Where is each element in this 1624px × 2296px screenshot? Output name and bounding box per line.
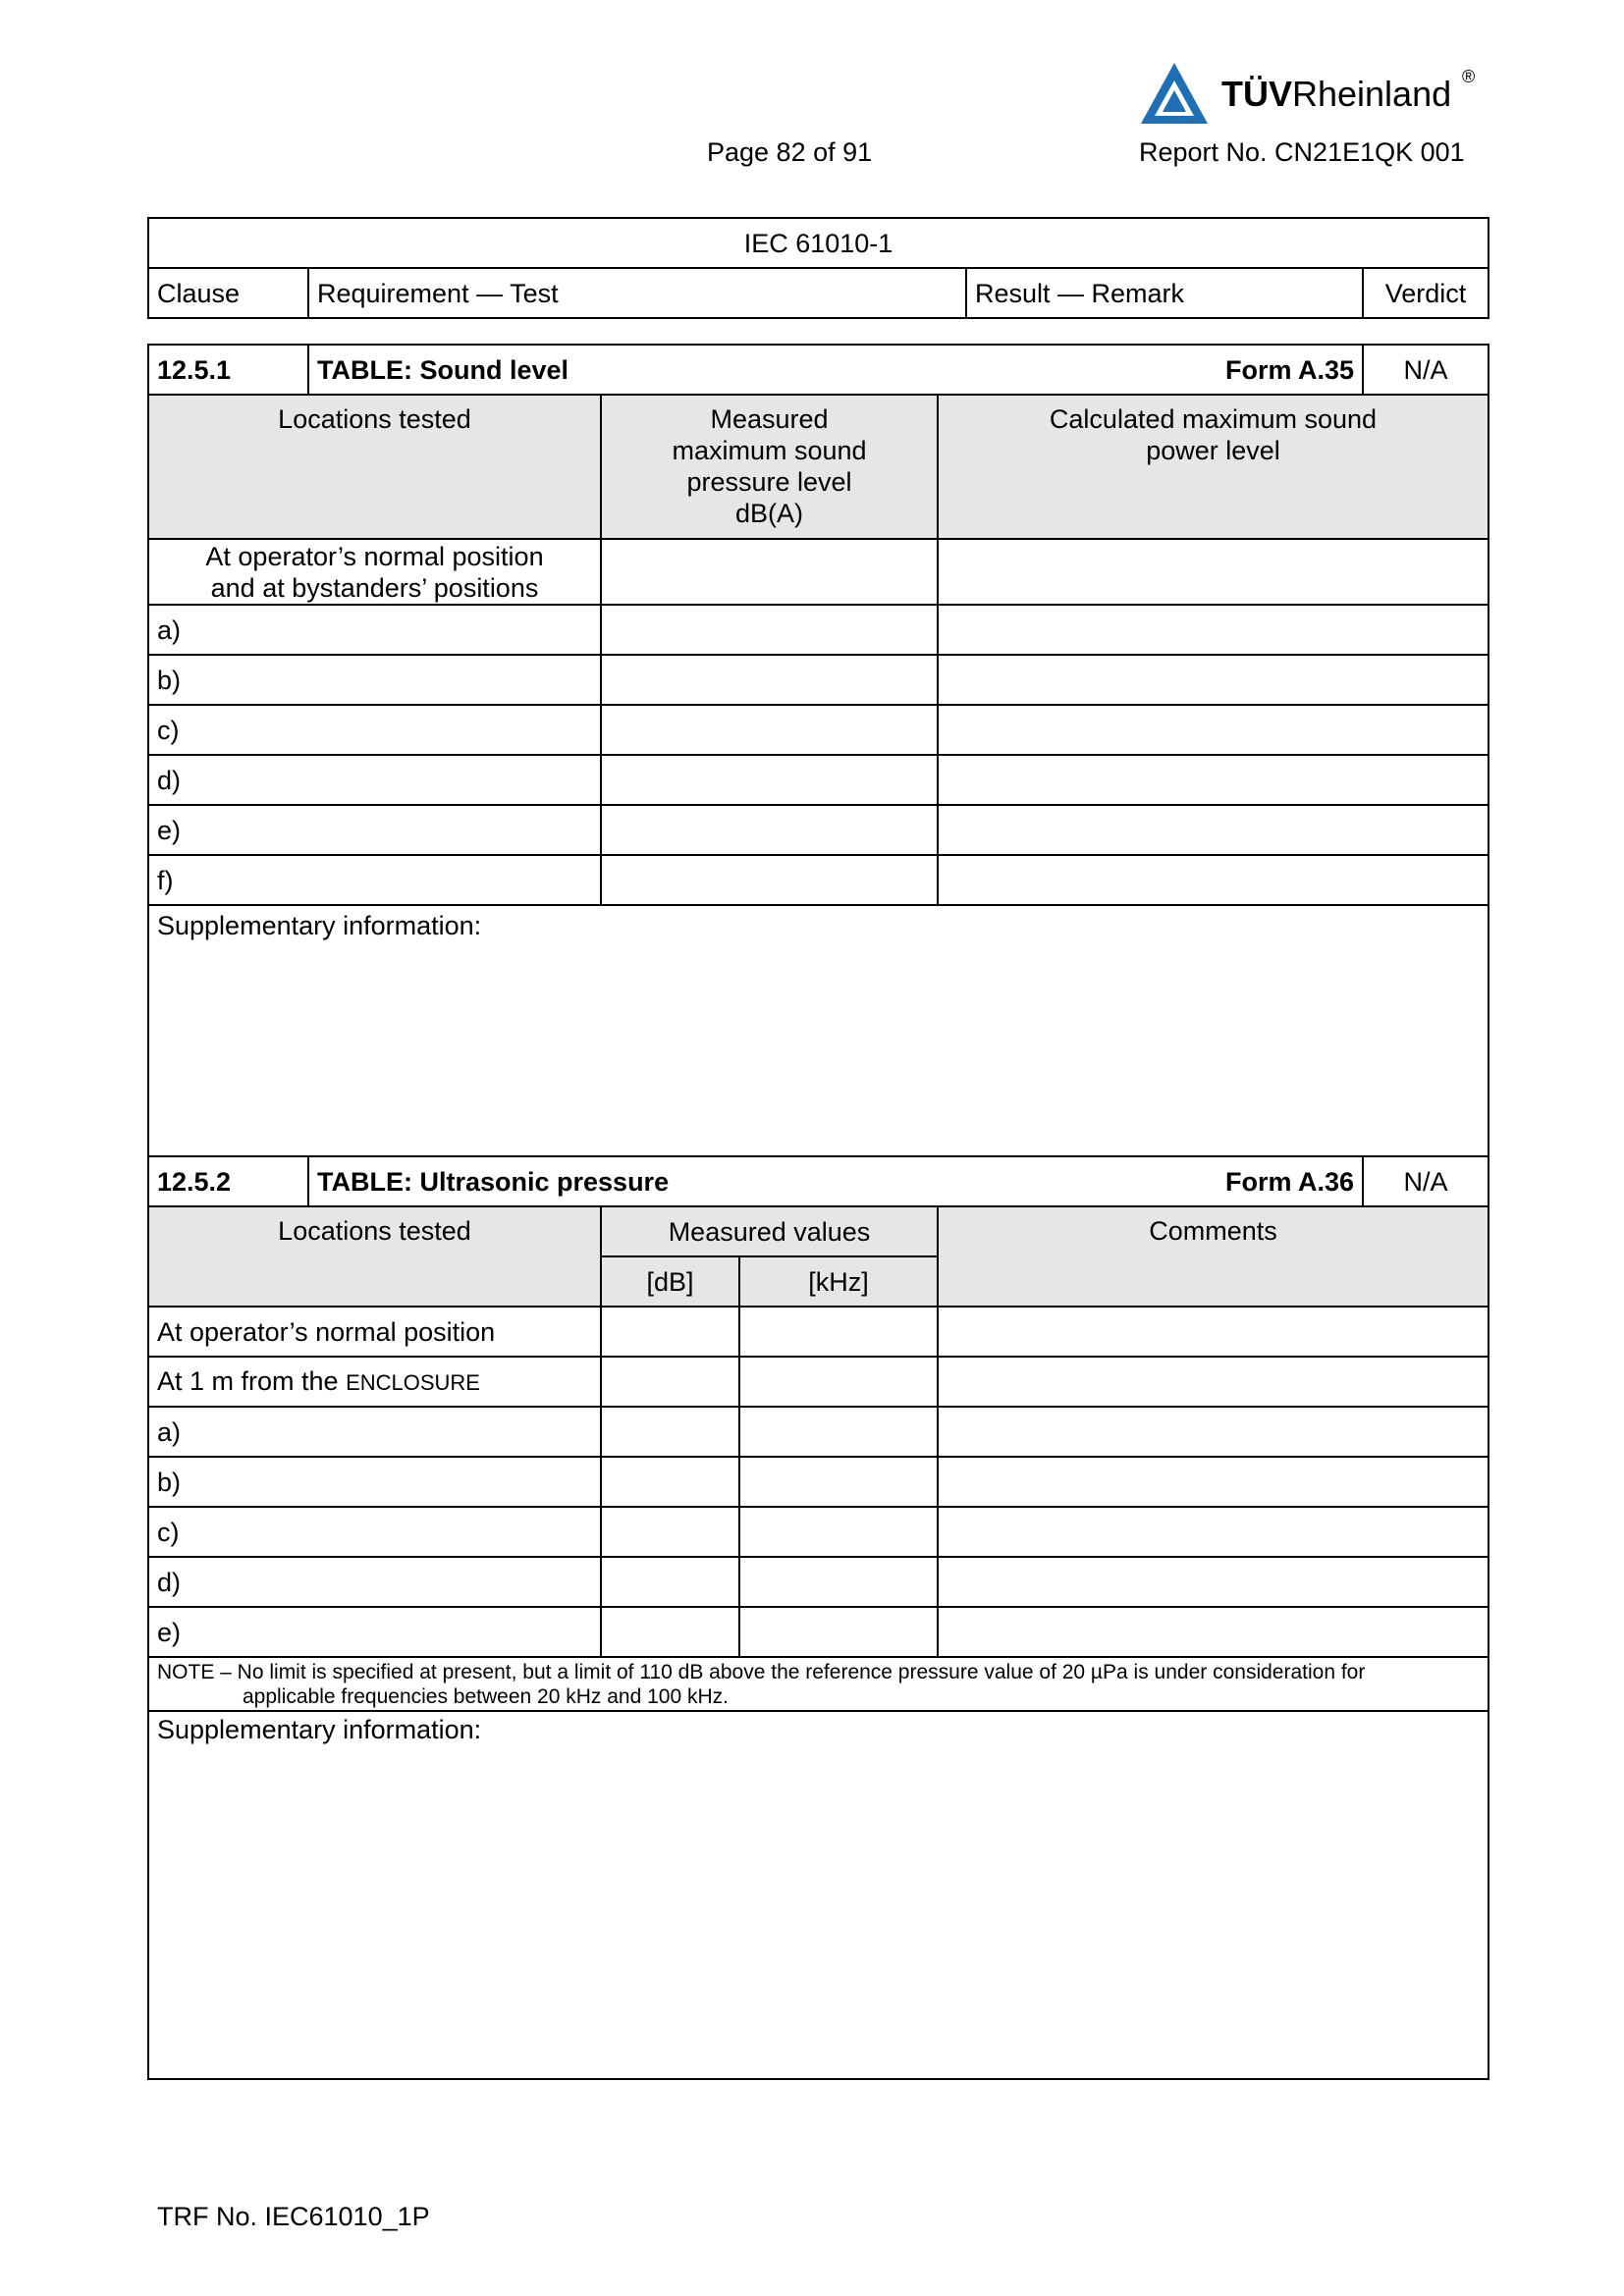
table-cell: [601, 1407, 739, 1457]
registered-mark: ®: [1462, 67, 1476, 86]
col-requirement: Requirement — Test: [308, 268, 966, 318]
table-cell: [938, 1357, 1489, 1407]
table2-verdict: N/A: [1363, 1156, 1489, 1206]
table-cell: [601, 805, 938, 855]
measured-line-3: pressure level: [686, 467, 852, 497]
measured-line-4: dB(A): [734, 499, 804, 528]
clause-12-5-1: 12.5.1: [148, 345, 308, 395]
report-number: Report No. CN21E1QK 001: [1139, 137, 1465, 167]
table2-col-db: [dB]: [601, 1256, 739, 1307]
table-cell: [601, 655, 938, 705]
table-cell: [938, 1457, 1489, 1507]
page-number: Page 82 of 91: [707, 137, 873, 167]
measured-line-1: Measured: [710, 404, 829, 434]
table-cell: [938, 1507, 1489, 1557]
tuv-triangle-logo-icon: [1139, 61, 1210, 126]
table1-row-label: b): [148, 655, 601, 705]
table-cell: [938, 539, 1489, 605]
table-cell: [601, 539, 938, 605]
table-cell: [938, 655, 1489, 705]
col-verdict: Verdict: [1363, 268, 1489, 318]
table-cell: [601, 1307, 739, 1357]
table1-title-cell: [308, 345, 1363, 395]
table-cell: [938, 805, 1489, 855]
trf-number: TRF No. IEC61010_1P: [157, 2202, 430, 2231]
table-cell: [601, 605, 938, 655]
col-result: Result — Remark: [966, 268, 1363, 318]
table1-form: Form A.35: [1224, 354, 1354, 385]
table1-row-label: c): [148, 705, 601, 755]
table2-row-label: e): [148, 1607, 601, 1657]
table2-title: TABLE: Ultrasonic pressure: [317, 1166, 670, 1197]
table-cell: [739, 1607, 938, 1657]
table-cell: [601, 705, 938, 755]
table-cell: [739, 1557, 938, 1607]
table-cell: [938, 605, 1489, 655]
logo-wordmark: TÜVRheinland: [1221, 74, 1452, 114]
table-cell: [938, 1307, 1489, 1357]
table1-supplementary: Supplementary information:: [148, 905, 1489, 1156]
table-cell: [739, 1407, 938, 1457]
table-cell: [601, 1357, 739, 1407]
tuv-rheinland-logo: [1139, 61, 1483, 130]
sound-tables: [147, 344, 1489, 2080]
table-cell: [739, 1357, 938, 1407]
table1-col-measured: [601, 395, 938, 539]
table2-form: Form A.36: [1224, 1166, 1354, 1197]
table-cell: [938, 1557, 1489, 1607]
table-cell: [739, 1307, 938, 1357]
table2-col-measured: Measured values: [601, 1206, 938, 1256]
table2-col-locations: Locations tested: [148, 1206, 601, 1307]
calculated-line-2: power level: [1146, 436, 1280, 465]
table-cell: [601, 1607, 739, 1657]
standard-header-table: [147, 217, 1489, 319]
table1-title: TABLE: Sound level: [317, 354, 569, 385]
table-cell: [601, 855, 938, 905]
note-line-2: applicable frequencies between 20 kHz and 100 kHz.: [243, 1684, 729, 1708]
table2-note: [148, 1657, 1489, 1711]
table-cell: [601, 1507, 739, 1557]
measured-line-2: maximum sound: [672, 436, 867, 465]
table1-operator-row: [148, 539, 601, 605]
table-cell: [938, 1607, 1489, 1657]
table2-supplementary: Supplementary information:: [148, 1711, 1489, 2079]
clause-12-5-2: 12.5.2: [148, 1156, 308, 1206]
table1-verdict: N/A: [1363, 345, 1489, 395]
operator-line-1: At operator’s normal position: [205, 541, 544, 571]
table-cell: [938, 705, 1489, 755]
table1-row-label: d): [148, 755, 601, 805]
table2-col-comments: Comments: [938, 1206, 1489, 1307]
table1-col-calculated: [938, 395, 1489, 539]
operator-line-2: and at bystanders’ positions: [210, 572, 539, 603]
enclosure-prefix: At 1 m from the: [157, 1365, 347, 1396]
table2-row-label: c): [148, 1507, 601, 1557]
col-clause: Clause: [148, 268, 308, 318]
table-cell: [938, 755, 1489, 805]
table2-operator-row: At operator’s normal position: [148, 1307, 601, 1357]
enclosure-term: ENCLOSURE: [346, 1369, 480, 1395]
table-cell: [601, 1557, 739, 1607]
table-cell: [739, 1457, 938, 1507]
table-cell: [601, 1457, 739, 1507]
table2-col-khz: [kHz]: [739, 1256, 938, 1307]
table-cell: [601, 755, 938, 805]
table2-row-label: d): [148, 1557, 601, 1607]
table1-row-label: a): [148, 605, 601, 655]
table1-col-locations: Locations tested: [148, 395, 601, 539]
table1-row-label: f): [148, 855, 601, 905]
calculated-line-1: Calculated maximum sound: [1049, 404, 1378, 434]
table2-row-label: a): [148, 1407, 601, 1457]
note-line-1: NOTE – No limit is specified at present, but a limit of 110 dB above the reference pressure value of 20 µPa is under consideration for: [157, 1660, 1366, 1683]
standard-title: IEC 61010-1: [148, 218, 1489, 268]
table2-title-cell: [308, 1156, 1363, 1206]
table-cell: [938, 1407, 1489, 1457]
table2-enclosure-row: [148, 1357, 601, 1407]
table-cell: [739, 1507, 938, 1557]
table2-row-label: b): [148, 1457, 601, 1507]
table-cell: [938, 855, 1489, 905]
table1-row-label: e): [148, 805, 601, 855]
